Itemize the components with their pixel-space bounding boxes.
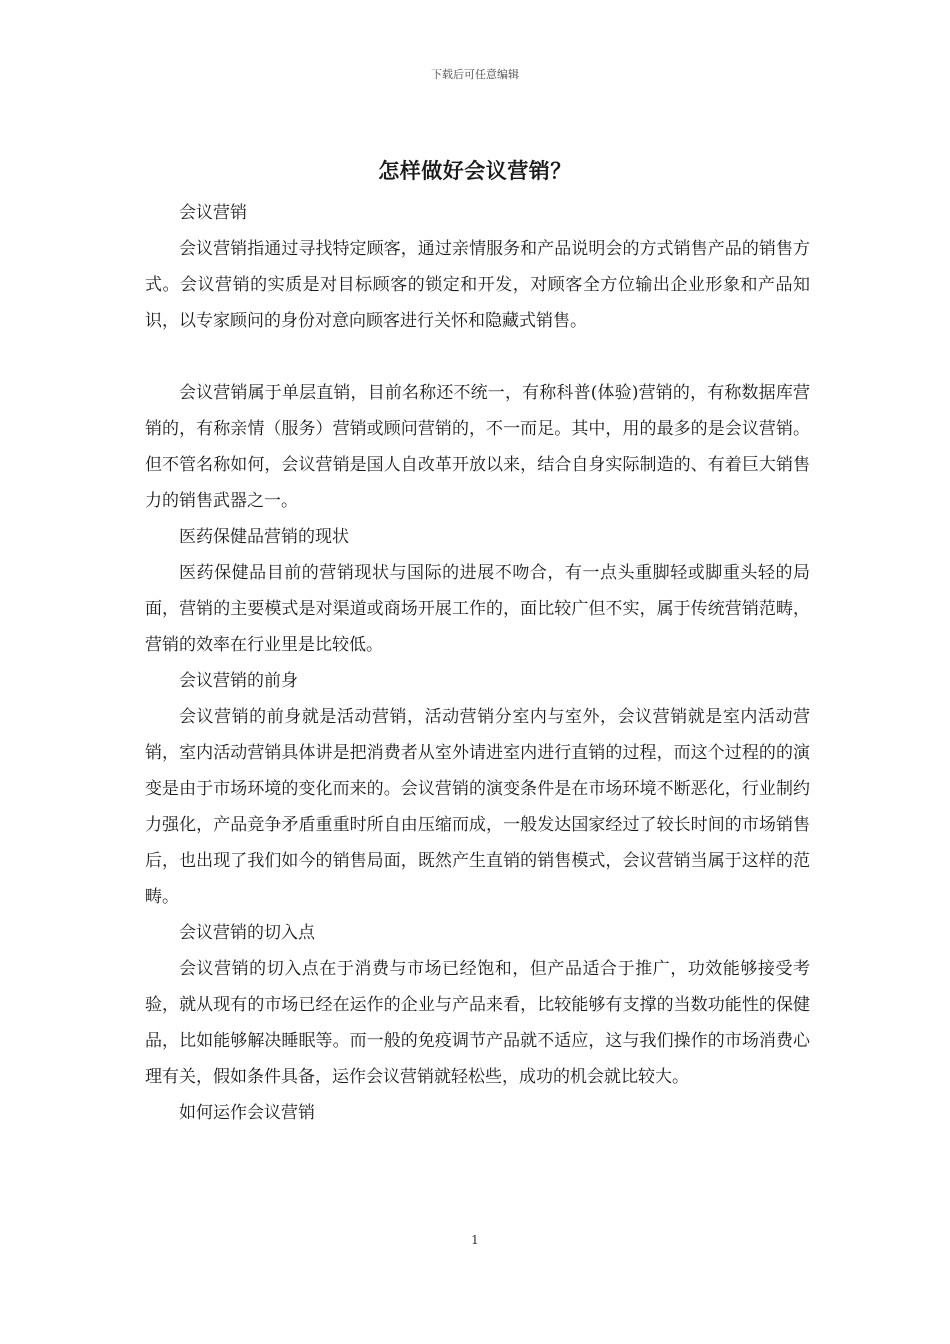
paragraph: 会议营销属于单层直销，目前名称还不统一，有称科普(体验)营销的，有称数据库营销的，有称亲情（服务）营销或顾问营销的，不一而足。其中，用的最多的是会议营销。但不管名称如何，会议营销是国人自改革开放以来，结合自身实际制造的、有着巨大销售力的销售武器之一。 <box>145 383 810 511</box>
page-header: 下载后可任意编辑 <box>431 68 519 81</box>
paragraph: 会议营销的切入点在于消费与市场已经饱和，但产品适合于推广，功效能够接受考验，就从现有的市场已经在运作的企业与产品来看，比较能够有支撑的当数功能性的保健品，比如能够解决睡眠等。而一般的免疫调节产品就不适应，这与我们操作的市场消费心理有关，假如条件具备，运作会议营销就轻松些，成功的机会就比较大。 <box>145 959 810 1087</box>
document-title: 怎样做好会议营销？ <box>378 158 572 183</box>
section-heading: 会议营销的前身 <box>179 671 298 691</box>
paragraph: 医药保健品目前的营销现状与国际的进展不吻合，有一点头重脚轻或脚重头轻的局面，营销的主要模式是对渠道或商场开展工作的，面比较广但不实，属于传统营销范畴，营销的效率在行业里是比较低。 <box>145 563 810 655</box>
page-number: 1 <box>471 1233 479 1247</box>
paragraph: 会议营销指通过寻找特定顾客，通过亲情服务和产品说明会的方式销售产品的销售方式。会议营销的实质是对目标顾客的锁定和开发，对顾客全方位输出企业形象和产品知识，以专家顾问的身份对意向顾客进行关怀和隐藏式销售。 <box>145 239 810 331</box>
section-heading: 会议营销 <box>179 203 247 223</box>
document-body <box>145 195 810 1131</box>
section-heading: 会议营销的切入点 <box>179 923 315 943</box>
paragraph: 会议营销的前身就是活动营销，活动营销分室内与室外，会议营销就是室内活动营销，室内活动营销具体讲是把消费者从室外请进室内进行直销的过程，而这个过程的的演变是由于市场环境的变化而来的。会议营销的演变条件是在市场环境不断恶化，行业制约力强化，产品竞争矛盾重重时所自由压缩而成，一般发达国家经过了较长时间的市场销售后，也出现了我们如今的销售局面，既然产生直销的销售模式，会议营销当属于这样的范畴。 <box>145 707 810 907</box>
section-heading: 如何运作会议营销 <box>179 1103 315 1123</box>
section-heading: 医药保健品营销的现状 <box>179 527 349 547</box>
